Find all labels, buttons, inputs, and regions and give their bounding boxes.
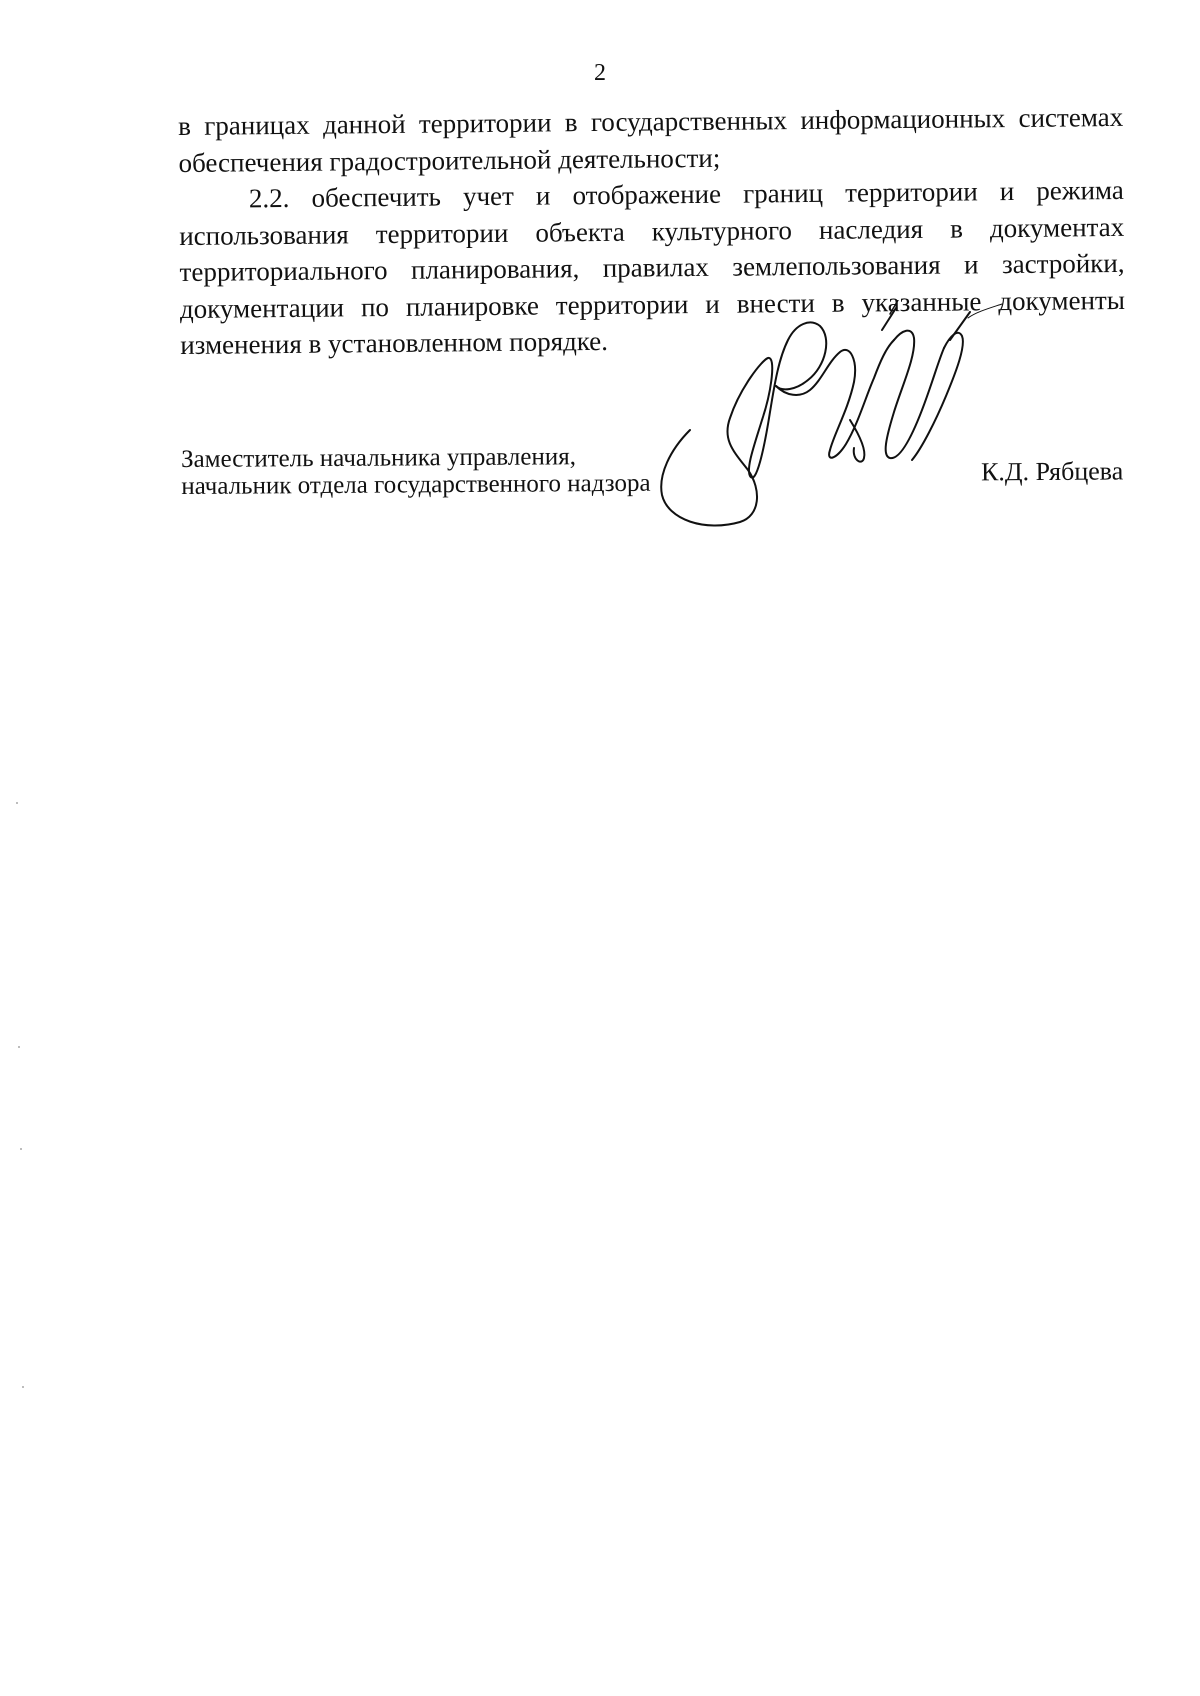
signer-name: К.Д. Рябцева (980, 456, 1124, 487)
scan-speck (18, 1046, 20, 1048)
scan-speck (16, 802, 18, 804)
scan-speck (20, 1148, 22, 1150)
paragraph-continuation: в границах данной территории в государственных информационных системах обеспечения градостроительной деятельности; (178, 101, 1124, 178)
signer-position-line-1: Заместитель начальника управления, (181, 443, 577, 473)
signature-block (181, 439, 1123, 500)
scan-speck (22, 1386, 24, 1388)
signer-position-line-2: начальник отдела государственного надзора (181, 469, 651, 500)
paragraph-item-2-2: 2.2. обеспечить учет и отображение границ территории и режима использования территории объекта культурного наследия в документах территориального планирования, правилах землепользования и застройки, документации по планировке территории и внести в указанные документы изменения в установленном порядке. (179, 174, 1126, 360)
page-number: 2 (594, 60, 606, 86)
document-body (178, 99, 1125, 364)
